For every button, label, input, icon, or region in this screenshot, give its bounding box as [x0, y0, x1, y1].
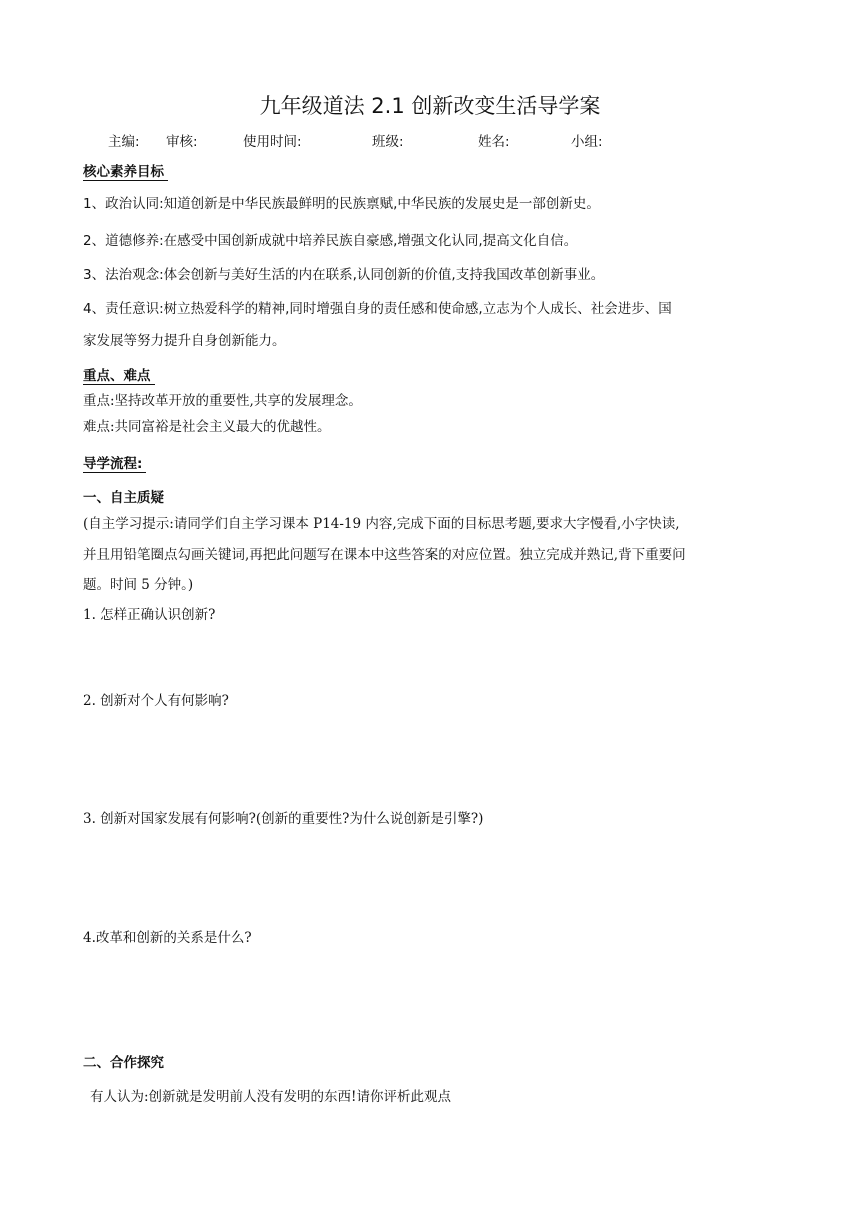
goal-item: 1、政治认同:知道创新是中华民族最鲜明的民族禀赋,中华民族的发展史是一部创新史。	[83, 196, 600, 212]
question-4: 4.改革和创新的关系是什么?	[83, 930, 252, 946]
key-points-heading: 重点、难点	[83, 364, 155, 385]
meta-name: 姓名:	[478, 134, 510, 150]
question-1: 1. 怎样正确认识创新?	[83, 607, 216, 623]
meta-time: 使用时间:	[243, 134, 302, 150]
difficulty-text: 难点:共同富裕是社会主义最大的优越性。	[83, 419, 331, 435]
page-title: 九年级道法 2.1 创新改变生活导学案	[259, 94, 601, 118]
meta-reviewer: 审核:	[166, 134, 198, 150]
study-hint-line: (自主学习提示:请同学们自主学习课本 P14-19 内容,完成下面的目标思考题,要求大字慢看,小字快读,	[83, 516, 680, 532]
goal-item: 3、法治观念:体会创新与美好生活的内在联系,认同创新的价值,支持我国改革创新事业。	[83, 267, 605, 283]
focus-text: 重点:坚持改革开放的重要性,共享的发展理念。	[83, 393, 362, 409]
goal-item: 家发展等努力提升自身创新能力。	[83, 333, 286, 349]
question-2: 2. 创新对个人有何影响?	[83, 693, 229, 709]
meta-group: 小组:	[571, 134, 603, 150]
core-goals-heading: 核心素养目标	[83, 160, 168, 181]
meta-class: 班级:	[372, 134, 404, 150]
flow-heading: 导学流程:	[83, 452, 146, 473]
question-3: 3. 创新对国家发展有何影响?(创新的重要性?为什么说创新是引擎?)	[83, 811, 484, 827]
goal-item: 4、责任意识:树立热爱科学的精神,同时增强自身的责任感和使命感,立志为个人成长、社会进步、国	[83, 301, 672, 317]
section2-prompt: 有人认为:创新就是发明前人没有发明的东西!请你评析此观点	[90, 1089, 451, 1105]
goal-item: 2、道德修养:在感受中国创新成就中培养民族自豪感,增强文化认同,提高文化自信。	[83, 233, 578, 249]
meta-editor: 主编:	[108, 134, 140, 150]
study-hint-line: 并且用铅笔圈点勾画关键词,再把此问题写在课本中这些答案的对应位置。独立完成并熟记,背下重要问	[83, 547, 686, 563]
study-hint-line: 题。时间 5 分钟。)	[83, 577, 194, 593]
section1-heading: 一、自主质疑	[83, 490, 164, 506]
section2-heading: 二、合作探究	[83, 1055, 164, 1071]
